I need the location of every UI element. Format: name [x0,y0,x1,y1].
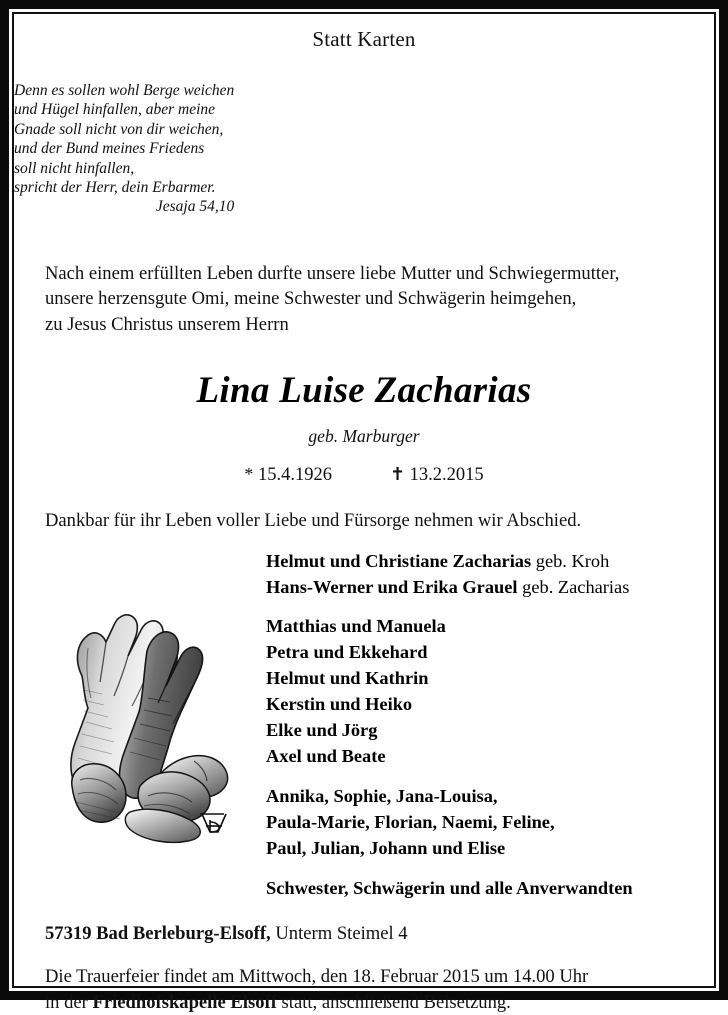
mourners-grandchildren [266,783,714,861]
mourner-line: Matthias und Manuela [266,616,446,637]
address-city: 57319 Bad Berleburg-Elsoff, [45,923,271,945]
service-line-2 [45,990,714,1015]
bible-verse [14,81,714,217]
death-date: 13.2.2015 [409,465,484,486]
spacer [266,861,714,875]
service-prefix: in der [45,991,93,1013]
birth-star-icon: * [244,464,254,485]
notice-content [14,14,714,1013]
thanks-text: Dankbar für ihr Leben voller Liebe und Fürsorge nehmen wir Abschied. [45,510,582,532]
mourner-line: Petra und Ekkehard [266,642,428,663]
mourner-line [266,548,714,574]
address-line [45,923,714,945]
deceased-name: Lina Luise Zacharias [196,370,532,412]
mourner-name-bold: Helmut und Christiane Zacharias [266,551,532,572]
mourners-relatives: Schwester, Schwägerin und alle Anverwandten [266,878,633,899]
mourner-name-bold: Hans-Werner und Erika Grauel [266,577,518,598]
mourner-line: Annika, Sophie, Jana-Louisa, [266,786,498,807]
service-location: Friedhofskapelle Elsoff [92,991,277,1013]
mourner-line: Helmut und Kathrin [266,668,429,689]
mourner-name-suffix: geb. Zacharias [517,577,630,598]
service-line-1: Die Trauerfeier findet am Mittwoch, den 18. Februar 2015 um 14.00 Uhr [45,966,589,988]
mourner-line [266,574,714,600]
verse-reference: Jesaja 54,10 [155,198,235,216]
death-date-group [390,465,484,485]
verse-line: und der Bund meines Friedens [14,140,205,158]
mourner-line: Kerstin und Heiko [266,694,413,715]
duerer-monogram [200,814,226,832]
mourners-couples [266,613,714,769]
mourner-line: Elke und Jörg [266,720,378,741]
mourners-children [266,548,714,600]
bible-verse-block [14,81,714,217]
verse-line: und Hügel hinfallen, aber meine [14,101,216,119]
spacer [266,769,714,783]
mourner-line: Axel und Beate [266,746,386,767]
mourner-line: Paul, Julian, Johann und Elise [266,838,506,859]
birth-date: 15.4.1926 [257,465,332,486]
intro-line: zu Jesus Christus unserem Herrn [45,313,289,335]
verse-line: Denn es sollen wohl Berge weichen [14,82,235,99]
intro-line: Nach einem erfüllten Leben durfte unsere liebe Mutter und Schwiegermutter, [45,262,620,284]
service-details [45,964,714,1015]
mourner-line: Paula-Marie, Florian, Naemi, Feline, [266,812,555,833]
death-cross-icon: ✝ [389,464,406,485]
intro-text [45,261,714,338]
birth-date-group [244,465,332,485]
maiden-name: geb. Marburger [308,426,420,447]
intro-line: unsere herzensgute Omi, meine Schwester und Schwägerin heimgehen, [45,288,577,310]
mourner-name-suffix: geb. Kroh [531,551,610,572]
verse-line: spricht der Herr, dein Erbarmer. [14,179,216,197]
verse-line: soll nicht hinfallen, [14,159,135,177]
service-suffix: statt, anschließend Beisetzung. [276,991,511,1013]
praying-hands-icon [44,590,244,852]
mourners-section [14,548,714,901]
verse-lines [14,81,234,217]
verse-line: Gnade soll nicht von dir weichen, [14,120,224,138]
spacer [266,600,714,613]
life-dates [14,464,714,486]
header-statt-karten: Statt Karten [312,27,416,51]
mourners-list [266,548,714,901]
address-street: Unterm Steimel 4 [270,923,408,945]
